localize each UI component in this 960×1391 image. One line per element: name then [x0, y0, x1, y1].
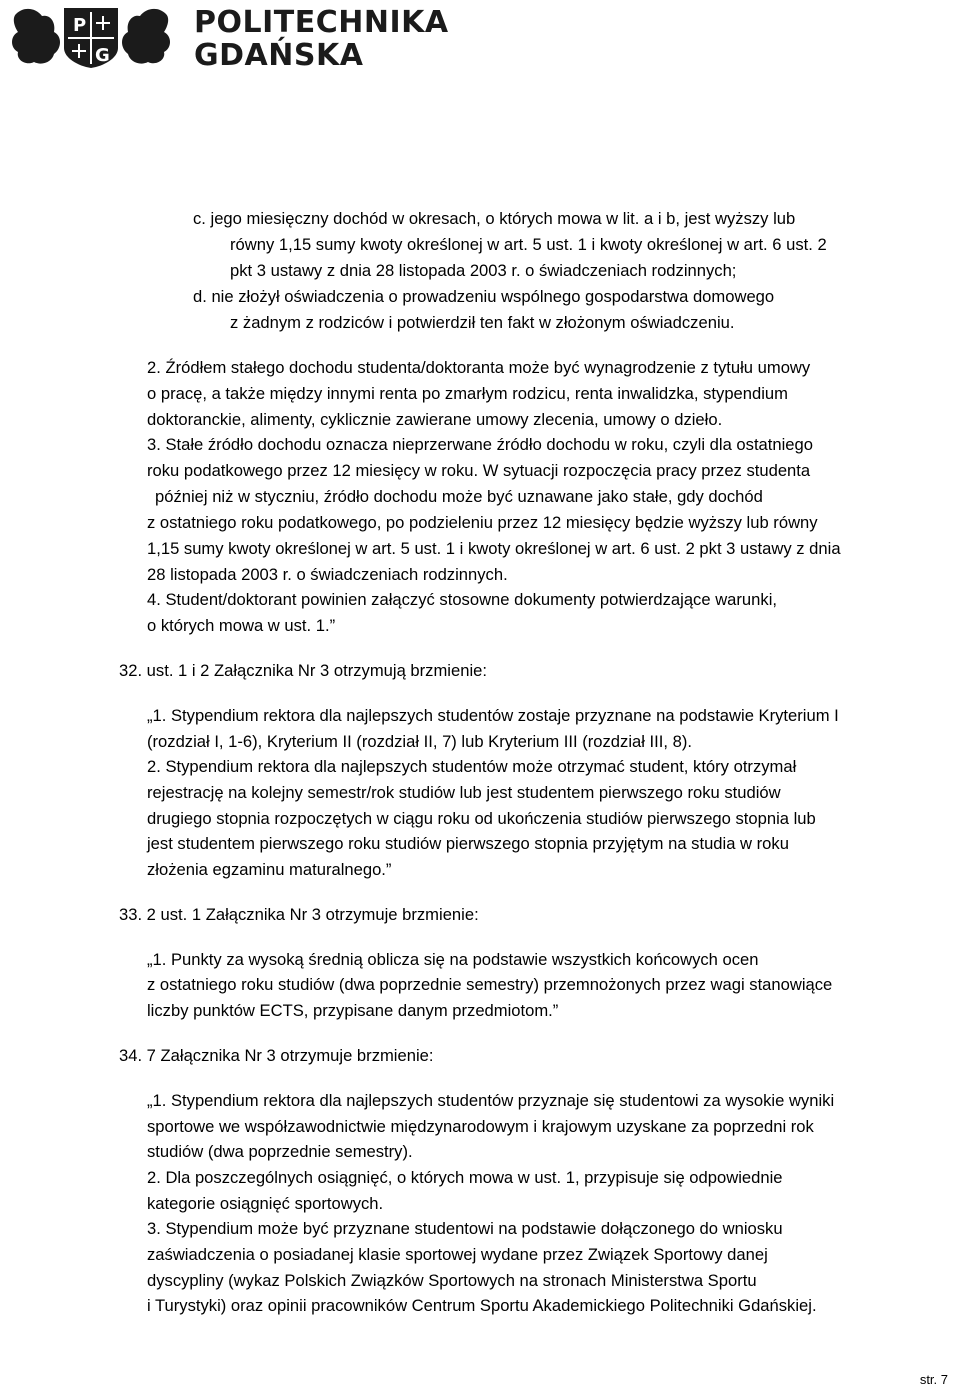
text-line: 4. Student/doktorant powinien załączyć stosowne dokumenty potwierdzające warunki, [147, 590, 777, 609]
text-line: z ostatniego roku studiów (dwa poprzednie semestry) przemnożonych przez wagi stanowiące [147, 975, 833, 994]
lion-emblem-icon [6, 4, 176, 68]
text-line: liczby punktów ECTS, przypisane danym przedmiotom.” [147, 1001, 559, 1020]
text-line: rejestrację na kolejny semestr/rok studiów lub jest studentem pierwszego roku studiów [147, 783, 781, 802]
text-line: „1. Stypendium rektora dla najlepszych studentów przyznaje się studentowi za wysokie wyniki [147, 1091, 835, 1110]
emblem-letter-g: G [95, 45, 110, 66]
text-line: 28 listopada 2003 r. o świadczeniach rodzinnych. [147, 565, 508, 584]
text-line: 2. Stypendium rektora dla najlepszych studentów może otrzymać student, który otrzymał [147, 757, 797, 776]
page-number: str. 7 [919, 1372, 948, 1387]
text-line: dyscypliny (wykaz Polskich Związków Sportowych na stronach Ministerstwa Sportu [147, 1271, 757, 1290]
text-line: 2. Dla poszczególnych osiągnięć, o których mowa w ust. 1, przypisuje się odpowiednie [147, 1168, 783, 1187]
text-line: „1. Stypendium rektora dla najlepszych studentów zostaje przyznane na podstawie Kryterium I [147, 706, 839, 725]
text-line: kategorie osiągnięć sportowych. [147, 1194, 384, 1213]
text-line: równy 1,15 sumy kwoty określonej w art. 5 ust. 1 i kwoty określonej w art. 6 ust. 2 [230, 235, 827, 254]
text-line: d. nie złożył oświadczenia o prowadzeniu wspólnego gospodarstwa domowego [193, 287, 775, 306]
logo-wordmark [194, 6, 449, 72]
text-line: jest studentem pierwszego roku studiów pierwszego stopnia przyjętym na studia w roku [147, 834, 789, 853]
text-line: 1,15 sumy kwoty określonej w art. 5 ust. 1 i kwoty określonej w art. 6 ust. 2 pkt 3 ustawy z dnia [147, 539, 841, 558]
text-line: zaświadczenia o posiadanej klasie sportowej wydane przez Związek Sportowy danej [147, 1245, 768, 1264]
text-line: później niż w styczniu, źródło dochodu może być uznawane jako stałe, gdy dochód [155, 487, 763, 506]
section-heading: 33. 2 ust. 1 Załącznika Nr 3 otrzymuje brzmienie: [119, 905, 479, 924]
text-line: złożenia egzaminu maturalnego.” [147, 860, 392, 879]
text-line: i Turystyki) oraz opinii pracowników Centrum Sportu Akademickiego Politechniki Gdańskiej. [147, 1296, 817, 1315]
text-line: o których mowa w ust. 1.” [147, 616, 336, 635]
text-line: sportowe we współzawodnictwie międzynarodowym i krajowym uzyskane za poprzedni rok [147, 1117, 814, 1136]
text-line: 3. Stałe źródło dochodu oznacza nieprzerwane źródło dochodu w roku, czyli dla ostatniego [147, 435, 813, 454]
text-line: drugiego stopnia rozpoczętych w ciągu roku od ukończenia studiów pierwszego stopnia lub [147, 809, 816, 828]
emblem-letter-p: P [73, 15, 87, 36]
text-line: (rozdział I, 1-6), Kryterium II (rozdział II, 7) lub Kryterium III (rozdział III, 8). [147, 732, 692, 751]
text-line: studiów (dwa poprzednie semestry). [147, 1142, 413, 1161]
text-line: z ostatniego roku podatkowego, po podzieleniu przez 12 miesięcy będzie wyższy lub równy [147, 513, 818, 532]
text-line: „1. Punkty za wysoką średnią oblicza się na podstawie wszystkich końcowych ocen [147, 950, 759, 969]
logo-line-2: GDAŃSKA [194, 38, 364, 73]
text-line: 2. Źródłem stałego dochodu studenta/doktoranta może być wynagrodzenie z tytułu umowy [147, 358, 811, 377]
section-heading: 32. ust. 1 i 2 Załącznika Nr 3 otrzymują brzmienie: [119, 661, 487, 680]
logo-line-1: POLITECHNIKA [194, 5, 449, 40]
text-line: c. jego miesięczny dochód w okresach, o których mowa w lit. a i b, jest wyższy lub [193, 209, 796, 228]
text-line: doktoranckie, alimenty, cyklicznie zawierane umowy zlecenia, umowy o dzieło. [147, 410, 723, 429]
text-line: 3. Stypendium może być przyznane studentowi na podstawie dołączonego do wniosku [147, 1219, 783, 1238]
text-line: o pracę, a także między innymi renta po zmarłym rodzicu, renta inwalidzka, stypendium [147, 384, 788, 403]
text-line: roku podatkowego przez 12 miesięcy w roku. W sytuacji rozpoczęcia pracy przez studenta [147, 461, 811, 480]
university-logo [6, 4, 449, 73]
text-line: pkt 3 ustawy z dnia 28 listopada 2003 r. o świadczeniach rodzinnych; [230, 261, 737, 280]
text-line: z żadnym z rodziców i potwierdził ten fakt w złożonym oświadczeniu. [230, 313, 735, 332]
section-heading: 34. 7 Załącznika Nr 3 otrzymuje brzmienie: [119, 1046, 434, 1065]
